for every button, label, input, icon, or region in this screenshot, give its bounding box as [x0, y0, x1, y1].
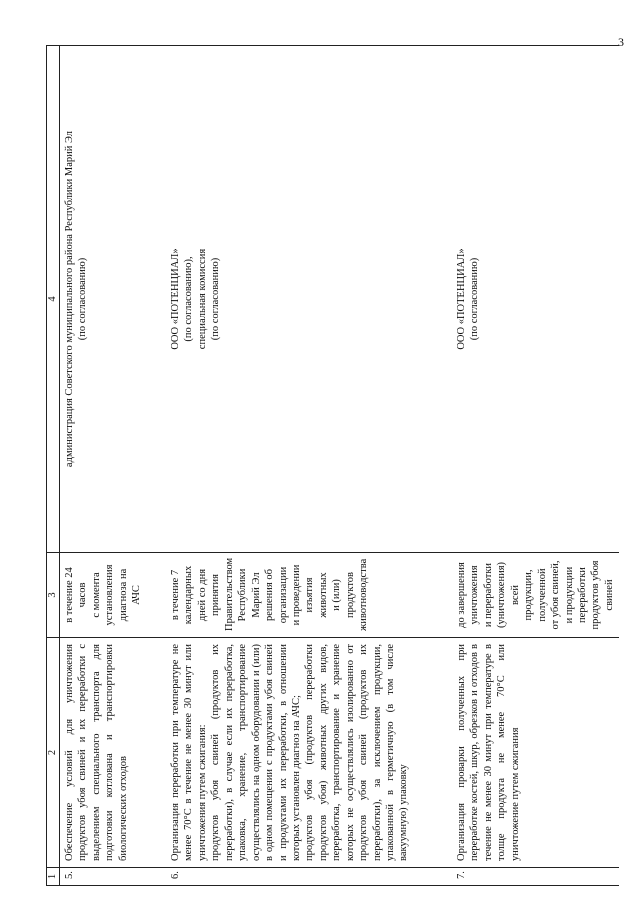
table-row [166, 46, 452, 886]
action-text: Обеспечение условий для уничтожения продуктов убоя свиней и их переработки с выделением специального транспорта для подготовки котлована и транспортировки биологических отходов [64, 644, 129, 861]
row-number: 7. [452, 868, 619, 886]
responsible-cell [452, 46, 619, 553]
responsible-line: специальная комиссия [196, 248, 208, 350]
term-line: и (или) продуктов [331, 571, 356, 619]
term-line: до завершения [456, 562, 467, 628]
term-cell [60, 553, 167, 638]
table-header-row [47, 46, 60, 886]
responsible-line: администрация Советского муниципального района Республики Марий Эл [64, 130, 75, 468]
header-cell-4: 4 [47, 46, 60, 553]
action-cell [166, 638, 452, 868]
table-row [60, 46, 167, 886]
rotated-table-wrapper [46, 46, 615, 886]
term-line: и переработки [482, 562, 494, 628]
term-line: дней со дня принятия [196, 568, 222, 622]
term-line: с момента установления [90, 564, 116, 626]
measures-table [46, 45, 619, 886]
header-cell-2: 2 [47, 638, 60, 868]
term-line: в течение 24 часов [64, 567, 89, 623]
responsible-line: (по согласованию) [469, 257, 481, 341]
action-text: Организация переработки при температуре не менее 70°С в течение не менее 30 минут или уничтожения путем сжигания: [170, 644, 208, 861]
term-line: (уничтожения) всей [496, 561, 521, 629]
responsible-line: ООО «ПОТЕНЦИАЛ» [170, 248, 181, 350]
responsible-cell [166, 46, 452, 553]
responsible-line: (по согласованию) [210, 257, 222, 341]
action-cell [60, 638, 167, 868]
header-cell-1: 1 [47, 868, 60, 886]
responsible-cell [60, 46, 167, 553]
term-line: Республики Марий Эл [237, 568, 262, 622]
responsible-line: (по согласованию), [183, 256, 195, 342]
term-line: переработки [576, 567, 588, 623]
row-number: 6. [166, 868, 452, 886]
action-text: продуктов убоя (продуктов переработки продуктов убоя) животных других видов, переработка, транспортирование и хранение которых не осуществлялись изолированно от продуктов убоя свиней (продуктов их переработки), за исключением продукции, упакованной в герметичную (в том числе вакуумную) упаковку [304, 644, 410, 861]
term-line: от убоя свиней, [550, 560, 562, 630]
term-line: животных [317, 572, 329, 618]
header-cell-3: 3 [47, 553, 60, 638]
action-text: продуктов убоя свиней (продуктов их переработки), в случае если их переработка, упаковка, хранение, транспортирование осуществлялись на одном оборудовании и (или) в одном помещении с продуктами убоя свиней и продуктами их переработки, в отношении которых установлен диагноз на АЧС; [210, 644, 302, 861]
action-cell [452, 638, 619, 868]
term-line: уничтожения [469, 565, 481, 625]
action-text: Организация проварки полученных при переработке костей, шкур, обрезков и отходов в течение не менее 30 минут при температуре в толще продукта не менее 70°С или уничтожение путем сжигания [456, 644, 521, 861]
term-line: продукции, полученной [523, 568, 548, 622]
term-line: Правительством [223, 557, 235, 631]
term-line: и продукции [563, 566, 575, 624]
term-cell [166, 553, 452, 638]
term-line: в течение 7 календарных [170, 565, 195, 625]
term-line: диагноза на АЧС [117, 568, 143, 622]
table-row [452, 46, 619, 886]
term-line: продуктов убоя свиней [590, 560, 615, 630]
term-cell [452, 553, 619, 638]
term-line: решения об организации [264, 566, 289, 624]
term-line: и проведении изъятия [290, 564, 316, 626]
page-number: 3 [618, 35, 624, 49]
term-line: животноводства [358, 558, 370, 631]
responsible-line: (по согласованию) [77, 257, 89, 341]
row-number: 5. [60, 868, 167, 886]
responsible-line: ООО «ПОТЕНЦИАЛ» [456, 248, 467, 350]
